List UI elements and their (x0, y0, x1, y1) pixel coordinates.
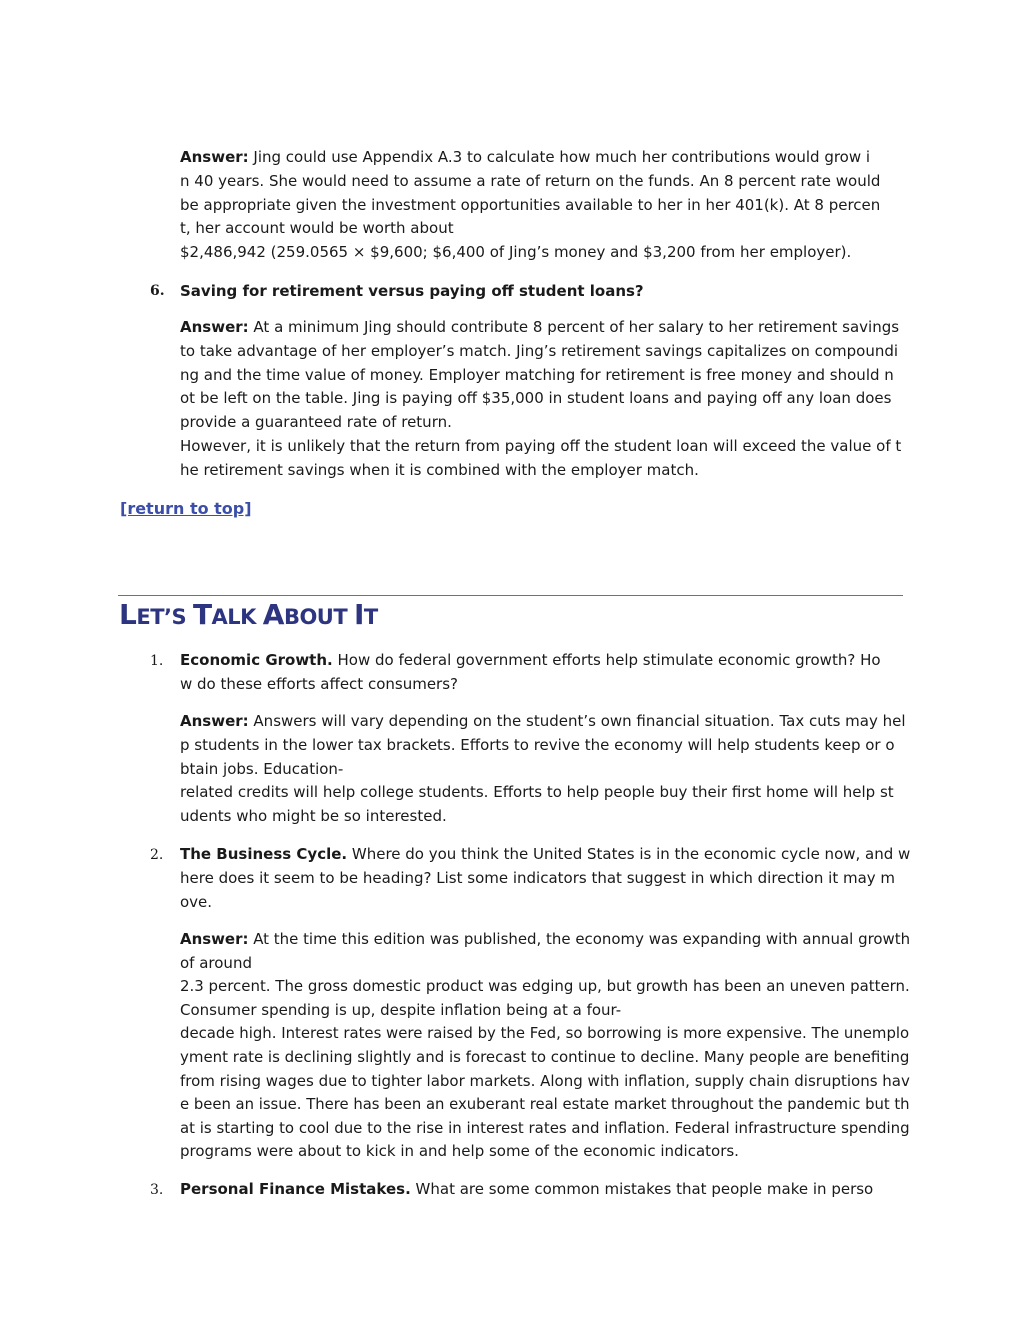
answer-line: yment rate is declining slightly and is forecast to continue to decline. Many people are benefiting (180, 1047, 910, 1066)
answer-line: udents who might be so interested. (180, 807, 447, 826)
answer-text: At the time this edition was published, the economy was expanding with annual growth (248, 930, 911, 948)
answer-line: n 40 years. She would need to assume a rate of return on the funds. An 8 percent rate would (180, 171, 881, 190)
answer-line: $2,486,942 (259.0565 × $9,600; $6,400 of Jing’s money and $3,200 from her employer). (180, 243, 852, 262)
question-number: 6. (150, 283, 165, 299)
answer-line: decade high. Interest rates were raised by the Fed, so borrowing is more expensive. The unemplo (180, 1024, 910, 1043)
answer-line: 2.3 percent. The gross domestic product was edging up, but growth has been an uneven pattern. (180, 977, 910, 996)
question-text: What are some common mistakes that people make in perso (410, 1180, 874, 1198)
question-title: Economic Growth. (180, 651, 333, 669)
question-block-2 (180, 843, 910, 914)
answer-label: Answer: (180, 148, 249, 166)
question-title: Saving for retirement versus paying off student loans? (180, 282, 644, 300)
question-text: Where do you think the United States is in the economic cycle now, and w (347, 845, 911, 863)
question-title: Personal Finance Mistakes. (180, 1180, 411, 1198)
answer-line: he retirement savings when it is combined with the employer match. (180, 460, 699, 479)
answer-line: programs were about to kick in and help some of the economic indicators. (180, 1142, 739, 1161)
answer-line (180, 710, 910, 734)
answer-line: btain jobs. Education- (180, 759, 344, 778)
answer-label: Answer: (180, 712, 249, 730)
answer-text: At a minimum Jing should contribute 8 percent of her salary to her retirement savings (248, 318, 900, 336)
answer-line: of around (180, 953, 252, 972)
answer-line: ng and the time value of money. Employer matching for retirement is free money and should n (180, 365, 894, 384)
question-number: 3. (150, 1182, 164, 1198)
answer-line: e been an issue. There has been an exuberant real estate market throughout the pandemic but th (180, 1096, 910, 1114)
answer-block-q6 (180, 316, 910, 483)
answer-line: However, it is unlikely that the return from paying off the student loan will exceed the value of t (180, 436, 902, 455)
answer-line: p students in the lower tax brackets. Efforts to revive the economy will help students keep or o (180, 735, 895, 754)
question-line: w do these efforts affect consumers? (180, 674, 458, 693)
answer-line (180, 928, 910, 952)
question-block-3 (180, 1178, 910, 1202)
answer-line: at is starting to cool due to the rise in interest rates and inflation. Federal infrastructure spending (180, 1118, 910, 1137)
answer-text: Jing could use Appendix A.3 to calculate how much her contributions would grow i (248, 148, 871, 166)
answer-label: Answer: (180, 318, 249, 336)
question-title: The Business Cycle. (180, 845, 348, 863)
answer-line: to take advantage of her employer’s match. Jing’s retirement savings capitalizes on compoundi (180, 341, 899, 360)
answer-line: related credits will help college students. Efforts to help people buy their first home will help st (180, 783, 894, 802)
answer-label: Answer: (180, 930, 249, 948)
section-heading: LET’S TALK ABOUT IT (119, 598, 378, 631)
answer-text: Answers will vary depending on the student’s own financial situation. Tax cuts may hel (248, 712, 906, 730)
answer-block-q5 (180, 146, 910, 265)
question-line (180, 843, 910, 867)
question-line: here does it seem to be heading? List some indicators that suggest in which direction it may m (180, 868, 896, 887)
question-text: How do federal government efforts help stimulate economic growth? Ho (332, 651, 881, 669)
answer-line: Consumer spending is up, despite inflation being at a four- (180, 1000, 622, 1019)
question-block-1 (180, 649, 910, 697)
answer-line: provide a guaranteed rate of return. (180, 413, 452, 432)
answer-line: t, her account would be worth about (180, 219, 454, 238)
section-divider (118, 595, 903, 596)
question-line (180, 1178, 910, 1202)
question-line: ove. (180, 892, 213, 911)
answer-line (180, 316, 910, 340)
answer-block-1 (180, 710, 910, 829)
question-line (180, 649, 910, 673)
answer-line: ot be left on the table. Jing is paying off $35,000 in student loans and paying off any loan does (180, 389, 892, 408)
question-number: 1. (150, 653, 164, 669)
answer-line (180, 146, 910, 170)
answer-line: from rising wages due to tighter labor markets. Along with inflation, supply chain disruptions hav (180, 1071, 910, 1090)
answer-line: be appropriate given the investment opportunities available to her in her 401(k). At 8 percen (180, 195, 881, 214)
question-number: 2. (150, 847, 164, 863)
return-to-top-link[interactable]: [return to top] (120, 499, 252, 518)
answer-block-2 (180, 928, 910, 1164)
